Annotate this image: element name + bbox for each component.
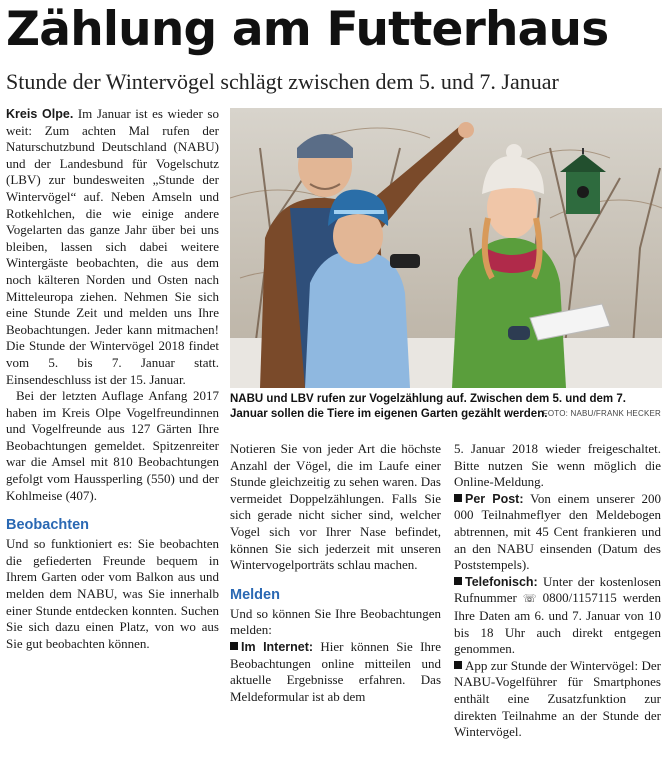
column-1 [6, 106, 219, 652]
bullet-square-icon [454, 577, 462, 585]
bullet-internet [230, 639, 441, 705]
bullet-post [454, 491, 661, 574]
subheadline: Stunde der Wintervögel schlägt zwischen dem 5. und 7. Januar [6, 69, 559, 94]
phone-icon: ☏ [522, 592, 537, 606]
bullet-square-icon [454, 661, 462, 669]
bullet-text: 0800/1157115 werden Ihre Daten am 6. und 7. Januar von 10 bis 18 Uhr auch direkt entgegen genommen. [454, 590, 661, 657]
column-2 [230, 441, 441, 705]
photo-illustration [230, 108, 662, 388]
bullet-label: Telefonisch: [465, 574, 538, 589]
paragraph: Bei der letzten Auflage Anfang 2017 haben im Kreis Olpe Vogelfreundinnen und Vogelfreunde aus 127 Gärten Ihre Beobachtungen gemeldet. Spitzenreiter war die Amsel mit 810 Beobachtungen gefolgt vom Haussperling (550) und der Kohlmeise (407). [6, 388, 219, 503]
column-3 [454, 441, 661, 741]
bullet-app [454, 658, 661, 741]
section-heading-melden: Melden [230, 586, 280, 603]
paragraph: 5. Januar 2018 wieder freigeschaltet. Bitte nutzen Sie wenn möglich die Online-Meldung. [454, 441, 661, 490]
bullet-label: Per Post: [465, 491, 524, 506]
bullet-label: Im Internet: [241, 639, 314, 654]
bullet-square-icon [230, 642, 238, 650]
paragraph [6, 106, 219, 388]
paragraph: Und so funktioniert es: Sie beobachten die gefiederten Freunde bequem in Ihrem Garten oder vom Balkon aus und melden dem NABU, was Sie innerhalb einer Stunde entdecken konnten. Suchen Sie sich dazu einen Platz, von wo aus Sie gut beobachten können. [6, 536, 219, 651]
bullet-text: Hier können Sie Ihre Beobachtungen online mitteilen und aktuelle Ergebnisse erfahren. Das Meldeformular ist ab dem [230, 638, 441, 704]
photo-credit: FOTO: NABU/FRANK HECKER [542, 409, 661, 418]
dateline: Kreis Olpe. [6, 107, 74, 121]
bullet-telefon [454, 574, 661, 658]
article-photo [230, 108, 662, 388]
bullet-text: Von einem unserer 200 000 Teilnahmeflyer den Meldebogen abtrennen, mit 45 Cent frankieren und an den NABU einsenden (Datum des Poststempels). [454, 490, 661, 573]
bullet-square-icon [454, 494, 462, 502]
paragraph-text: Im Januar ist es wieder so weit: Zum achten Mal rufen der Naturschutzbund Deutschland (NABU) und der Landesbund für Vogelschutz (LBV) zur bundesweiten „Stunde der Wintervögel“ auf. Neben Amseln und Rotkehlchen, die wie einige andere Vogelarten das ganze Jahr über bei uns bleiben, lassen sich dabei weitere Wintergäste beobachten, die aus dem noch kälteren Norden und Osten nach Mitteleuropa ziehen. Nehmen Sie sich eine Stunde Zeit und melden uns Ihre Beobachtungen. Jeder kann mitmachen! Die Stunde der Wintervögel 2018 findet vom 5. bis 7. Januar statt. Einsendeschluss ist der 15. Januar. [6, 106, 219, 387]
paragraph: Und so können Sie Ihre Beobachtungen melden: [230, 605, 441, 638]
headline: Zählung am Futterhaus [6, 2, 609, 57]
bullet-text: Unter der kostenlosen Rufnummer [454, 573, 661, 606]
paragraph: Notieren Sie von jeder Art die höchste Anzahl der Vögel, die im Laufe einer Stunde gleichzeitig zu sehen waren. Das vermeidet Doppelzählungen. Falls Sie sich gerade nicht sicher sind, welcher Vogel sich vor Ihrer Nase befindet, können Sie sich jederzeit mit unseren Wintervogelporträts schlau machen. [230, 441, 441, 573]
photo-caption: NABU und LBV rufen zur Vogelzählung auf. Zwischen dem 5. und dem 7. Januar sollen die Tiere im eigenen Garten gezählt werden. [230, 393, 626, 420]
section-heading-beobachten: Beobachten [6, 517, 89, 534]
bullet-text: App zur Stunde der Wintervögel: Der NABU-Vogelführer für Smartphones enthält eine Zusatzfunktion zur direkten Teilnahme an der Stunde der Wintervögel. [454, 657, 661, 740]
